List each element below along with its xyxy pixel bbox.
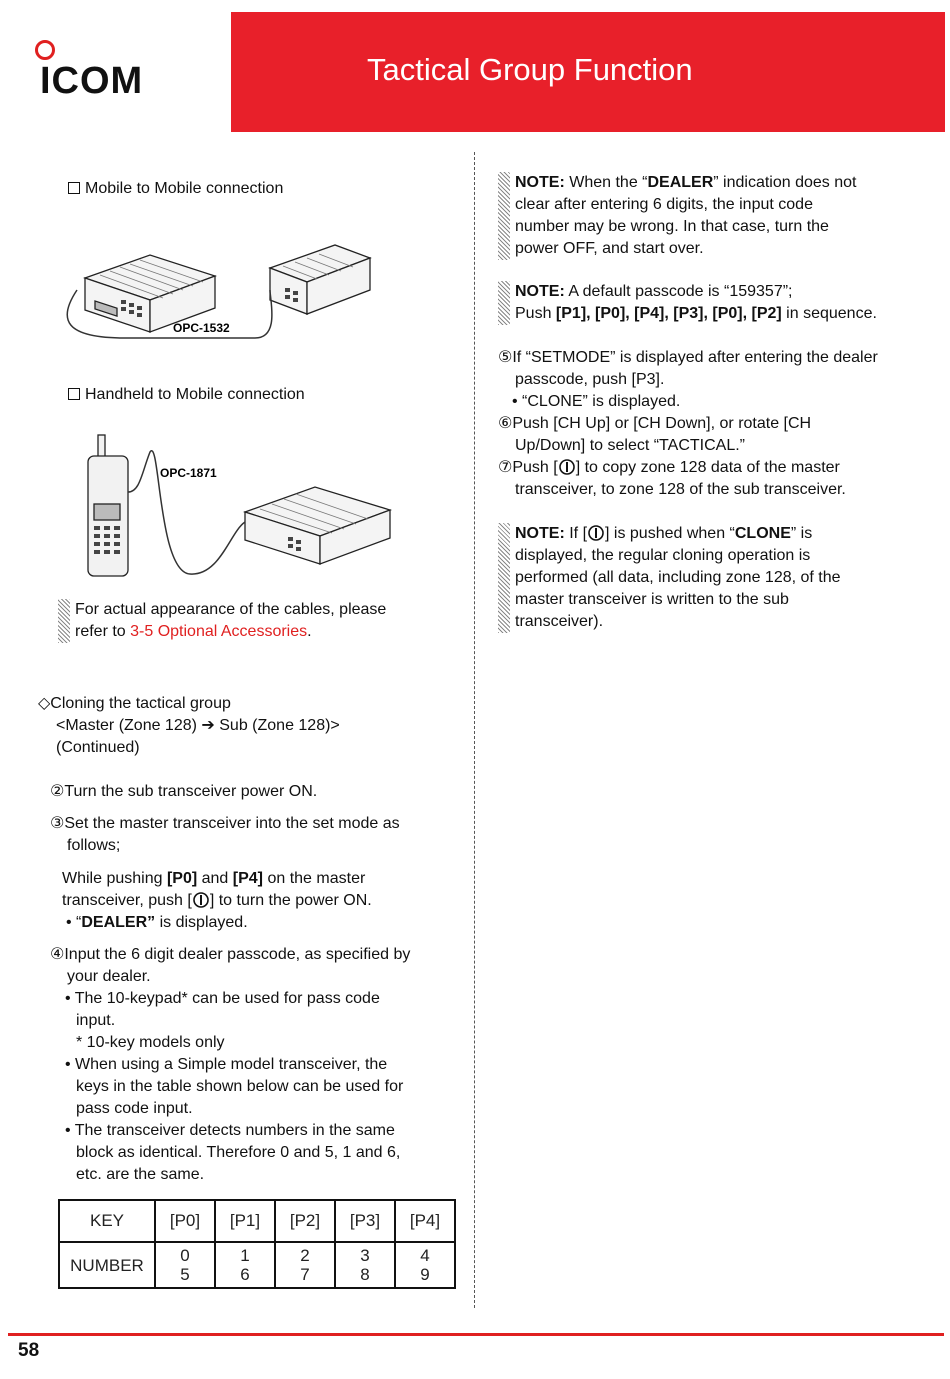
handheld-connection-heading: Handheld to Mobile connection <box>68 384 305 406</box>
icom-logo <box>33 38 163 102</box>
clone-section-title-1: ◇Cloning the tactical group <box>38 695 231 712</box>
note-marker-icon <box>498 172 510 260</box>
mobile-radio-2-icon <box>270 245 370 314</box>
step-2: ②Turn the sub transceiver power ON. <box>50 783 318 800</box>
checkbox-icon <box>68 182 80 194</box>
number-label-cell: NUMBER <box>59 1242 155 1288</box>
bullet-2-line-2: keys in the table shown below can be used for <box>76 1078 404 1095</box>
bullet-1-line-1: • The 10-keypad* can be used for pass code <box>65 990 380 1007</box>
page-number: 58 <box>18 1340 40 1361</box>
table-row <box>59 1242 455 1288</box>
key-cell: [P3] <box>335 1200 395 1242</box>
power-icon <box>587 525 605 541</box>
number-cell: 3 8 <box>335 1242 395 1288</box>
clone-section-title-2: <Master (Zone 128) ➔ Sub (Zone 128)> <box>56 717 340 734</box>
step-6-line-2: Up/Down] to select “TACTICAL.” <box>515 437 745 454</box>
bullet-3-line-3: etc. are the same. <box>76 1166 205 1183</box>
note-marker-icon <box>58 599 70 643</box>
page-title: Tactical Group Function <box>367 52 693 87</box>
number-cell: 0 5 <box>155 1242 215 1288</box>
key-cell: [P1] <box>215 1200 275 1242</box>
note-3-line-5: transceiver). <box>515 613 604 630</box>
note-3-line-1: NOTE: If [ ] is pushed when “CLONE” is <box>515 525 813 542</box>
clone-section-title-3: (Continued) <box>56 739 140 756</box>
column-divider <box>474 152 475 1308</box>
step-5-line-2: passcode, push [P3]. <box>515 371 665 388</box>
note-1-line-3: number may be wrong. In that case, turn the <box>515 218 829 235</box>
bullet-2-line-3: pass code input. <box>76 1100 193 1117</box>
key-cell: [P4] <box>395 1200 455 1242</box>
number-cell: 4 9 <box>395 1242 455 1288</box>
mobile-radio-3-icon <box>245 487 390 564</box>
step-4-line-1: ④Input the 6 digit dealer passcode, as specified by <box>50 946 411 963</box>
mobile-to-mobile-figure <box>55 240 375 345</box>
key-number-table <box>58 1199 456 1289</box>
power-icon <box>192 892 210 908</box>
number-cell: 2 7 <box>275 1242 335 1288</box>
bullet-3-line-1: • The transceiver detects numbers in the same <box>65 1122 395 1139</box>
while-pushing-line-1: While pushing [P0] and [P4] on the master <box>62 870 366 887</box>
handheld-to-mobile-figure <box>80 432 400 582</box>
step-7-line-2: transceiver, to zone 128 of the sub transceiver. <box>515 481 846 498</box>
step-5-line-3: • “CLONE” is displayed. <box>512 393 681 410</box>
note-3-line-3: performed (all data, including zone 128, of the <box>515 569 841 586</box>
note-1-line-1: NOTE: When the “DEALER” indication does not <box>515 174 857 191</box>
table-row <box>59 1200 455 1242</box>
step-4-line-2: your dealer. <box>67 968 151 985</box>
key-cell: [P2] <box>275 1200 335 1242</box>
note-1-line-2: clear after entering 6 digits, the input code <box>515 196 813 213</box>
step-3-line-1: ③Set the master transceiver into the set mode as <box>50 815 400 832</box>
bullet-1-line-3: * 10-key models only <box>76 1034 225 1051</box>
checkbox-icon <box>68 388 80 400</box>
key-cell: [P0] <box>155 1200 215 1242</box>
logo-ring-icon <box>35 40 55 60</box>
cable-label-2: OPC-1871 <box>160 466 217 480</box>
optional-accessories-link[interactable]: 3-5 Optional Accessories <box>130 623 308 640</box>
handheld-radio-icon <box>88 435 128 576</box>
key-label-cell: KEY <box>59 1200 155 1242</box>
note-2-line-2: Push [P1], [P0], [P4], [P3], [P0], [P2] in sequence. <box>515 305 877 322</box>
note-marker-icon <box>498 523 510 633</box>
step-6-line-1: ⑥Push [CH Up] or [CH Down], or rotate [CH <box>498 415 812 432</box>
note-2-line-1: NOTE: A default passcode is “159357”; <box>515 283 793 300</box>
bullet-1-line-2: input. <box>76 1012 116 1029</box>
mobile-connection-heading: Mobile to Mobile connection <box>68 178 283 200</box>
number-cell: 1 6 <box>215 1242 275 1288</box>
note-marker-icon <box>498 281 510 325</box>
step-3-line-2: follows; <box>67 837 121 854</box>
step-7-line-1: ⑦Push [ ] to copy zone 128 data of the master <box>498 459 840 476</box>
cable-note-line-2: refer to 3-5 Optional Accessories. <box>75 623 312 640</box>
bullet-2-line-1: • When using a Simple model transceiver, the <box>65 1056 388 1073</box>
power-icon <box>558 459 576 475</box>
while-pushing-line-2: transceiver, push [ ] to turn the power ON. <box>62 892 372 909</box>
note-1-line-4: power OFF, and start over. <box>515 240 704 257</box>
note-3-line-4: master transceiver is written to the sub <box>515 591 789 608</box>
cable-label-1: OPC-1532 <box>173 321 230 335</box>
step-5-line-1: ⑤If “SETMODE” is displayed after entering the dealer <box>498 349 878 366</box>
logo-text: ICOM <box>40 60 144 102</box>
note-3-line-2: displayed, the regular cloning operation is <box>515 547 811 564</box>
bullet-3-line-2: block as identical. Therefore 0 and 5, 1 and 6, <box>76 1144 401 1161</box>
cable-note-line-1: For actual appearance of the cables, please <box>75 601 387 618</box>
dealer-displayed: • “DEALER” is displayed. <box>66 914 248 931</box>
footer-line <box>8 1333 944 1336</box>
